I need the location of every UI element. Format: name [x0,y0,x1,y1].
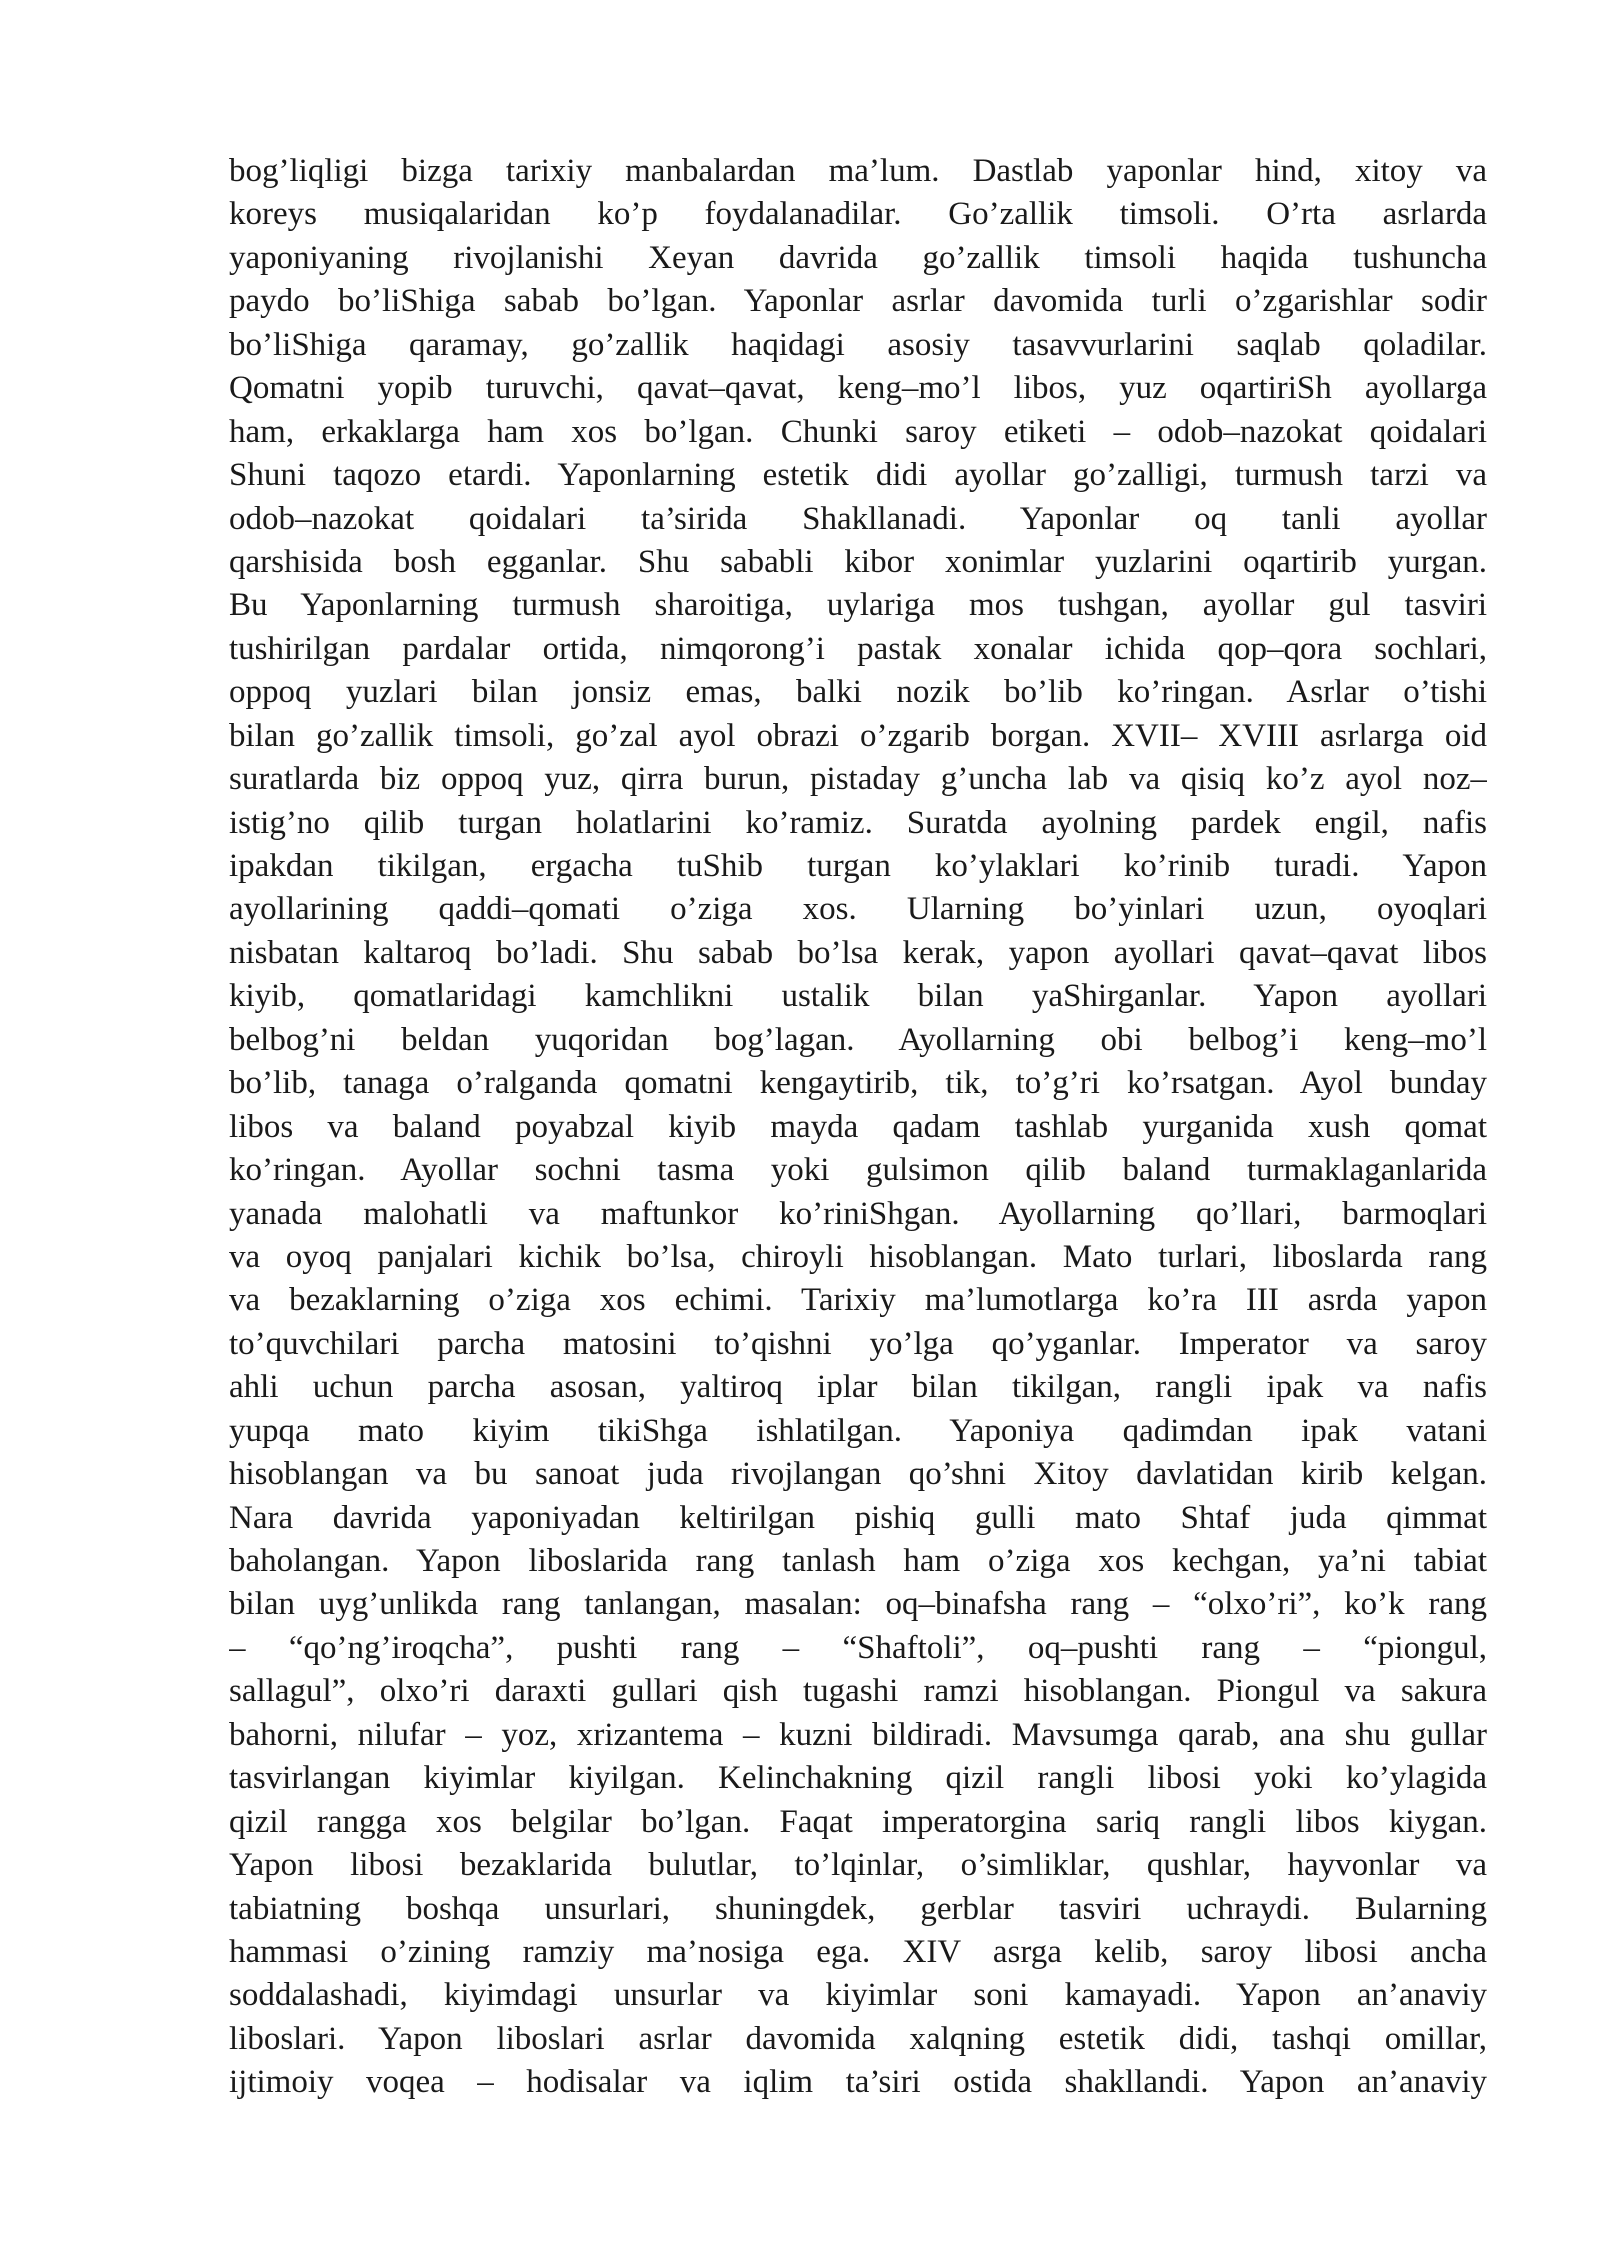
text-line: ijtimoiy voqea – hodisalar va iqlim ta’siri ostida shakllandi. Yapon an’anaviy [229,2064,1487,2101]
text-line: ahli uchun parcha asosan, yaltiroq iplar bilan tikilgan, rangli ipak va nafis [229,1369,1487,1406]
text-line: bilan uyg’unlikda rang tanlangan, masalan: oq–binafsha rang – “olxo’ri”, ko’k rang [229,1586,1487,1623]
text-line: liboslari. Yapon liboslari asrlar davomida xalqning estetik didi, tashqi omillar, [229,2020,1487,2057]
text-line: bog’liqligi bizga tarixiy manbalardan ma’lum. Dastlab yaponlar hind, xitoy va [229,153,1487,189]
text-line: bahorni, nilufar – yoz, xrizantema – kuzni bildiradi. Mavsumga qarab, ana shu gullar [229,1716,1487,1753]
text-line: va oyoq panjalari kichik bo’lsa, chiroyli hisoblangan. Mato turlari, liboslarda rang [229,1238,1487,1275]
text-line: istig’no qilib turgan holatlarini ko’ramiz. Suratda ayolning pardek engil, nafis [229,804,1487,841]
text-line: odob–nazokat qoidalari ta’sirida Shakllanadi. Yaponlar oq tanli ayollar [229,500,1487,537]
text-line: Nara davrida yaponiyadan keltirilgan pishiq gulli mato Shtaf juda qimmat [229,1499,1487,1536]
text-line: oppoq yuzlari bilan jonsiz emas, balki nozik bo’lib ko’ringan. Asrlar o’tishi [229,674,1487,711]
text-line: bo’liShiga qaramay, go’zallik haqidagi asosiy tasavvurlarini saqlab qoladilar. [229,326,1487,363]
text-line: sallagul”, olxo’ri daraxti gullari qish tugashi ramzi hisoblangan. Piongul va sakura [229,1673,1487,1710]
text-line: nisbatan kaltaroq bo’ladi. Shu sabab bo’lsa kerak, yapon ayollari qavat–qavat libos [229,934,1487,971]
text-line: tasvirlangan kiyimlar kiyilgan. Kelinchakning qizil rangli libosi yoki ko’ylagida [229,1760,1487,1797]
text-line: to’quvchilari parcha matosini to’qishni yo’lga qo’yganlar. Imperator va saroy [229,1325,1487,1362]
text-line: yanada malohatli va maftunkor ko’riniShgan. Ayollarning qo’llari, barmoqlari [229,1195,1487,1232]
text-line: paydo bo’liShiga sabab bo’lgan. Yaponlar asrlar davomida turli o’zgarishlar sodir [229,283,1487,320]
text-line: qarshisida bosh egganlar. Shu sababli kibor xonimlar yuzlarini oqartirib yurgan. [229,543,1487,580]
text-line: Shuni taqozo etardi. Yaponlarning estetik didi ayollar go’zalligi, turmush tarzi va [229,457,1487,494]
text-line: hammasi o’zining ramziy ma’nosiga ega. XIV asrga kelib, saroy libosi ancha [229,1933,1487,1970]
text-line: bo’lib, tanaga o’ralganda qomatni kengaytirib, tik, to’g’ri ko’rsatgan. Ayol bunday [229,1065,1487,1102]
text-line: suratlarda biz oppoq yuz, qirra burun, pistaday g’uncha lab va qisiq ko’z ayol noz– [229,761,1487,798]
text-line: va bezaklarning o’ziga xos echimi. Tarixiy ma’lumotlarga ko’ra III asrda yapon [229,1282,1487,1319]
text-line: baholangan. Yapon liboslarida rang tanlash ham o’ziga xos kechgan, ya’ni tabiat [229,1543,1487,1579]
text-line: libos va baland poyabzal kiyib mayda qadam tashlab yurganida xush qomat [229,1108,1487,1145]
text-line: ipakdan tikilgan, ergacha tuShib turgan ko’ylaklari ko’rinib turadi. Yapon [229,848,1487,884]
text-line: – “qo’ng’iroqcha”, pushti rang – “Shaftoli”, oq–pushti rang – “piongul, [229,1629,1487,1666]
body-text [229,150,1487,2105]
text-line: yaponiyaning rivojlanishi Xeyan davrida go’zallik timsoli haqida tushuncha [229,239,1487,276]
text-line: yupqa mato kiyim tikiShga ishlatilgan. Yaponiya qadimdan ipak vatani [229,1412,1487,1449]
text-line: kiyib, qomatlaridagi kamchlikni ustalik bilan yaShirganlar. Yapon ayollari [229,978,1487,1015]
text-line: Bu Yaponlarning turmush sharoitiga, uylariga mos tushgan, ayollar gul tasviri [229,587,1487,624]
text-line: hisoblangan va bu sanoat juda rivojlangan qo’shni Xitoy davlatidan kirib kelgan. [229,1456,1487,1493]
text-line: ko’ringan. Ayollar sochni tasma yoki gulsimon qilib baland turmaklaganlarida [229,1152,1487,1189]
text-line: tabiatning boshqa unsurlari, shuningdek, gerblar tasviri uchraydi. Bularning [229,1890,1487,1927]
text-line: bilan go’zallik timsoli, go’zal ayol obrazi o’zgarib borgan. XVII– XVIII asrlarga oid [229,717,1487,754]
text-line: ham, erkaklarga ham xos bo’lgan. Chunki saroy etiketi – odob–nazokat qoidalari [229,413,1487,450]
text-line: tushirilgan pardalar ortida, nimqorong’i pastak xonalar ichida qop–qora sochlari, [229,630,1487,667]
text-line: belbog’ni beldan yuqoridan bog’lagan. Ayollarning obi belbog’i keng–mo’l [229,1021,1487,1058]
text-line: Yapon libosi bezaklarida bulutlar, to’lqinlar, o’simliklar, qushlar, hayvonlar va [229,1847,1487,1884]
text-line: Qomatni yopib turuvchi, qavat–qavat, keng–mo’l libos, yuz oqartiriSh ayollarga [229,370,1487,407]
text-line: ayollarining qaddi–qomati o’ziga xos. Ularning bo’yinlari uzun, oyoqlari [229,891,1487,928]
text-line: soddalashadi, kiyimdagi unsurlar va kiyimlar soni kamayadi. Yapon an’anaviy [229,1977,1487,2014]
text-line: koreys musiqalaridan ko’p foydalanadilar. Go’zallik timsoli. O’rta asrlarda [229,196,1487,233]
text-line: qizil rangga xos belgilar bo’lgan. Faqat imperatorgina sariq rangli libos kiygan. [229,1803,1487,1840]
